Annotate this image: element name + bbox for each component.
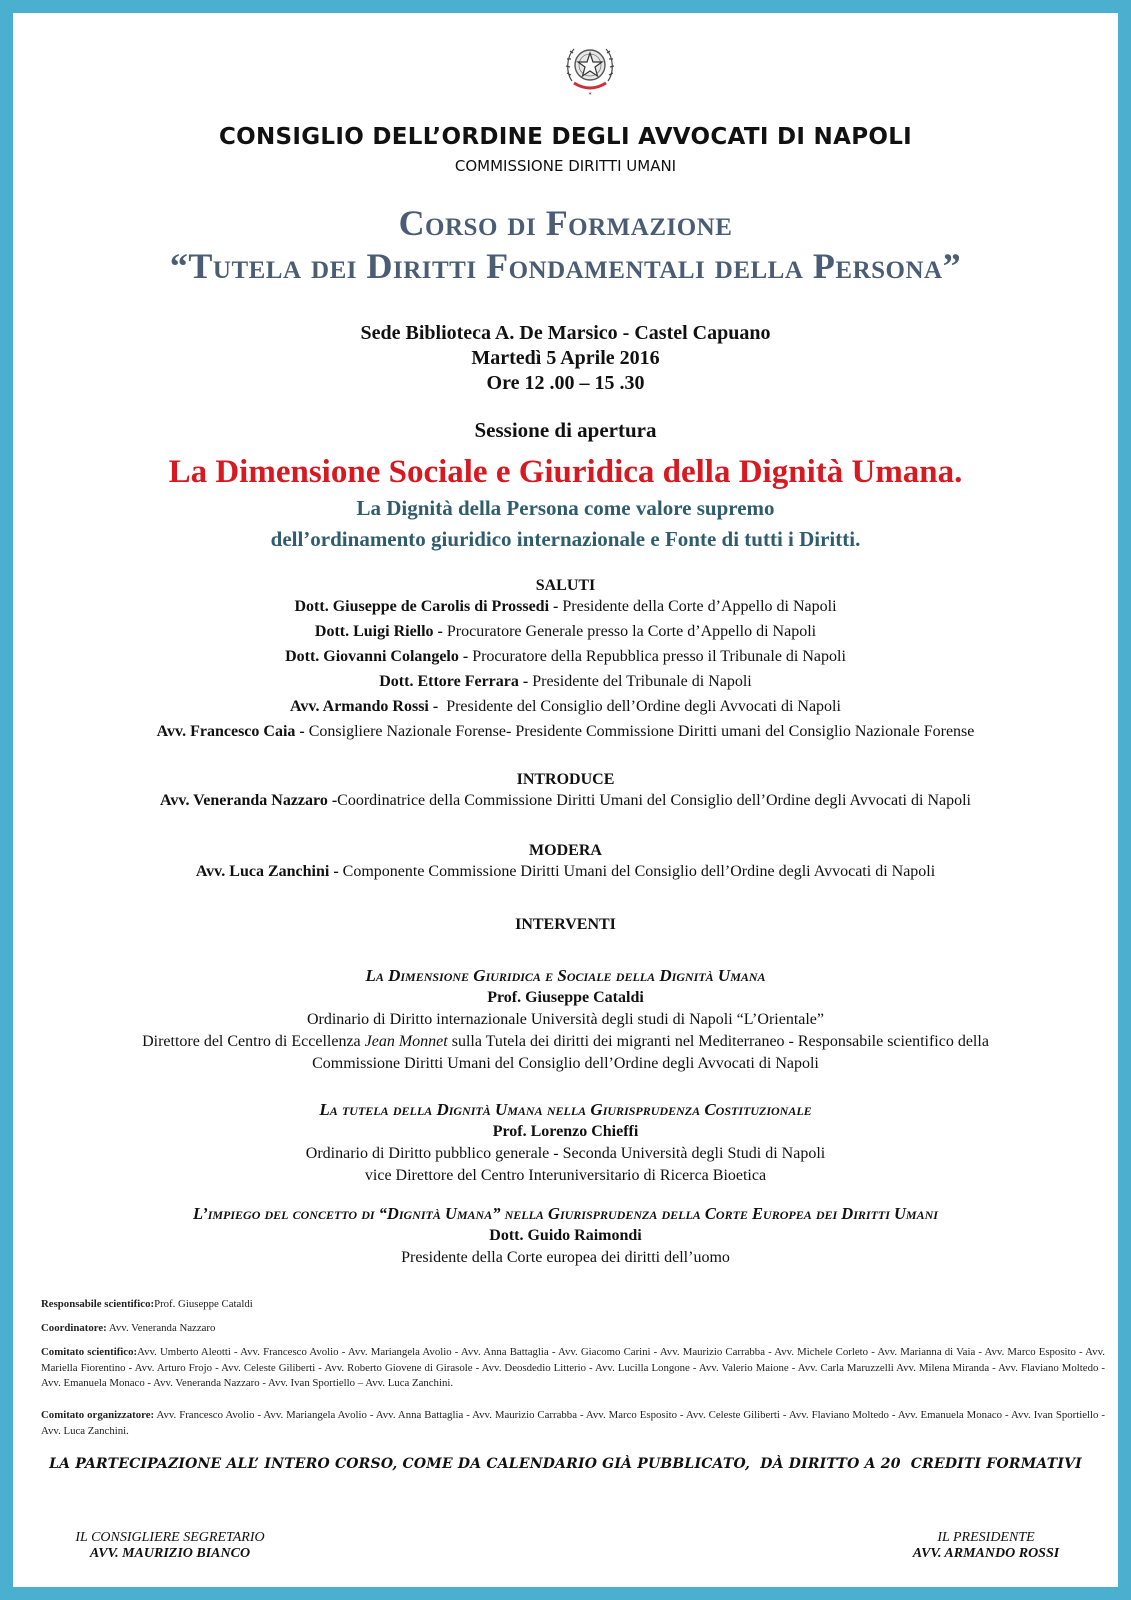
introduce-heading: INTRODUCE [516,771,615,788]
credits-notice: LA PARTECIPAZIONE ALL’ INTERO CORSO, COME DA CALENDARIO GIÀ PUBBLICATO, DÀ DIRITTO A 20 CREDITI FORMATIVI [49,1456,1082,1472]
talk-description: Ordinario di Diritto internazionale Università degli studi di Napoli “L’Orientale” [306,1011,825,1028]
course-subtitle: “Tutela dei Diritti Fondamentali della Persona” [169,246,962,286]
saluti-item: Dott. Luigi Riello - Procuratore Generale presso la Corte d’Appello di Napoli [314,623,817,640]
saluti-heading: SALUTI [535,577,596,594]
commission-subtitle: COMMISSIONE DIRITTI UMANI [454,157,677,175]
svg-text:∗: ∗ [587,91,593,97]
signature-name: AVV. ARMANDO ROSSI [912,1546,1060,1561]
saluti-item: Avv. Francesco Caia - Consigliere Nazionale Forense- Presidente Commissione Diritti umani del Consiglio Nazionale Forense [156,723,975,740]
scientific-committee: Comitato scientifico:Avv. Umberto Aleotti - Avv. Francesco Avolio - Avv. Mariangela Avolio - Avv. Anna Battaglia - Avv. Giacomo Carini - Avv. Maurizio Carrabba - Avv. Michele Corleto - Avv. Marianna di Vaia - Avv. Marco Esposito - Avv. Mariella Fiorentino - Avv. Arturo Frojo - Avv. Celeste Giliberti - Avv. Roberto Giovene di Girasole - Avv. Deosdedio Litterio - Avv. Lucilla Longone - Avv. Valerio Maione - Avv. Carla Maruzzelli Avv. Milena Miranda - Avv. Flaviano Moltedo - Avv. Emanuela Monaco - Avv. Veneranda Nazzaro - Avv. Ivan Sportiello – Avv. Luca Zanchini. [41,1346,1105,1389]
session-headline: La Dimensione Sociale e Giuridica della Dignità Umana. [168,454,963,490]
talk-description: Commissione Diritti Umani del Consiglio dell’Ordine degli Avvocati di Napoli [312,1055,819,1072]
talk-description: Presidente della Corte europea dei diritti dell’uomo [401,1249,730,1266]
talk-title: La Dimensione Giuridica e Sociale della Dignità Umana [365,966,766,985]
event-date: Martedì 5 Aprile 2016 [471,347,660,369]
italian-republic-emblem-icon [562,37,618,97]
event-venue: Sede Biblioteca A. De Marsico - Castel Capuano [360,322,771,344]
saluti-item: Dott. Giuseppe de Carolis di Prossedi - Presidente della Corte d’Appello di Napoli [294,598,837,615]
talk-description: Direttore del Centro di Eccellenza Jean Monnet sulla Tutela dei diritti dei migranti nel Mediterraneo - Responsabile scientifico della [142,1033,989,1050]
signature-secretary [55,1530,285,1562]
organizing-committee: Comitato organizzatore: Avv. Francesco Avolio - Avv. Mariangela Avolio - Avv. Anna Battaglia - Avv. Maurizio Carrabba - Avv. Marco Esposito - Avv. Celeste Giliberti - Avv. Flaviano Moltedo - Avv. Emanuela Monaco - Avv. Ivan Sportiello - Avv. Luca Zanchini. [41,1409,1105,1437]
talk-speaker: Prof. Lorenzo Chieffi [492,1123,639,1140]
modera-line: Avv. Luca Zanchini - Componente Commissione Diritti Umani del Consiglio dell’Ordine degli Avvocati di Napoli [195,863,936,880]
coordinator: Coordinatore: Avv. Veneranda Nazzaro [41,1322,216,1334]
signature-title: IL PRESIDENTE [937,1530,1035,1545]
signature-title: IL CONSIGLIERE SEGRETARIO [75,1530,265,1545]
introduce-line: Avv. Veneranda Nazzaro -Coordinatrice della Commissione Diritti Umani del Consiglio dell’Ordine degli Avvocati di Napoli [159,792,971,809]
saluti-item: Dott. Ettore Ferrara - Presidente del Tribunale di Napoli [379,673,752,690]
signature-president [891,1530,1081,1562]
signature-name: AVV. MAURIZIO BIANCO [89,1546,251,1561]
headline-subtitle-2: dell’ordinamento giuridico internazionale e Fonte di tutti i Diritti. [270,527,861,551]
talk-description: vice Direttore del Centro Interuniversitario di Ricerca Bioetica [364,1167,767,1184]
organization-title: CONSIGLIO DELL’ORDINE DEGLI AVVOCATI DI NAPOLI [218,124,913,150]
saluti-item: Dott. Giovanni Colangelo - Procuratore della Repubblica presso il Tribunale di Napoli [285,648,846,665]
headline-subtitle-1: La Dignità della Persona come valore supremo [356,496,775,520]
modera-heading: MODERA [529,842,602,859]
scientific-lead: Responsabile scientifico:Prof. Giuseppe Cataldi [41,1298,253,1310]
talk-title: La tutela della Dignità Umana nella Giurisprudenza Costituzionale [319,1100,812,1119]
interventi-heading: INTERVENTI [515,916,616,933]
talk-title: L’impiego del concetto di “Dignità Umana” nella Giurisprudenza della Corte Europea dei Diritti Umani [193,1204,938,1223]
talk-description: Ordinario di Diritto pubblico generale - Seconda Università degli Studi di Napoli [305,1145,826,1162]
event-time: Ore 12 .00 – 15 .30 [486,372,645,394]
session-label: Sessione di apertura [474,418,657,442]
saluti-item: Avv. Armando Rossi - Presidente del Consiglio dell’Ordine degli Avvocati di Napoli [290,698,841,715]
course-title: Corso di Formazione [398,203,733,243]
talk-speaker: Prof. Giuseppe Cataldi [487,989,644,1006]
talk-speaker: Dott. Guido Raimondi [489,1227,642,1244]
